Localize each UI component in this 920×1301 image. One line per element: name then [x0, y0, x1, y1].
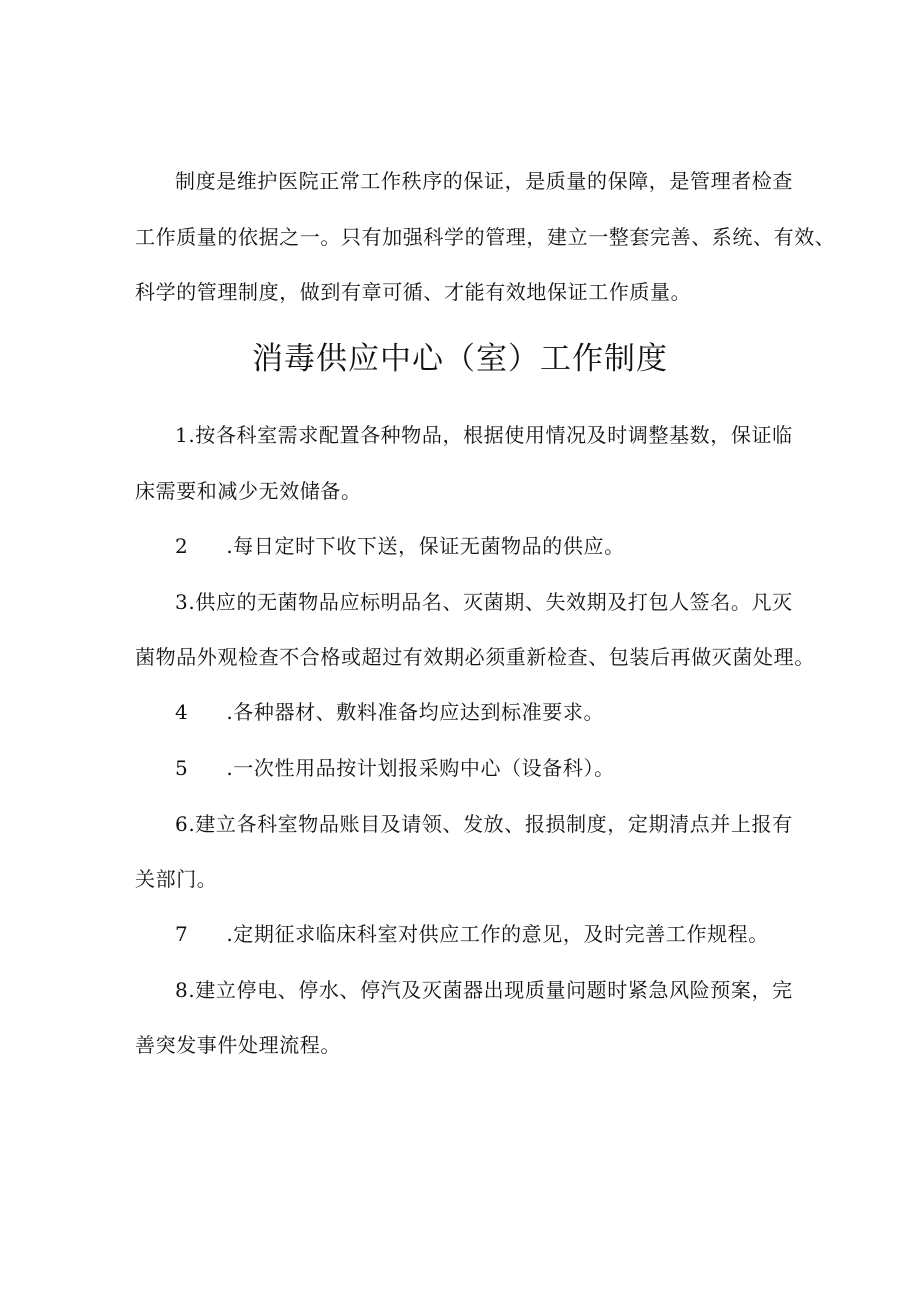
item-3-line-1	[175, 592, 793, 612]
item-1-line-2: 床需要和减少无效储备。	[135, 479, 362, 503]
intro-line-1: 制度是维护医院正常工作秩序的保证，是质量的保障，是管理者检查	[175, 169, 793, 193]
item-2-text-1: .每日定时下收下送，保证无菌物品的供应。	[226, 534, 625, 558]
item-6-line-2: 关部门。	[135, 867, 218, 891]
item-8-line-2: 善突发事件处理流程。	[135, 1033, 341, 1057]
item-3-line-2: 菌物品外观检查不合格或超过有效期必须重新检查、包装后再做灭菌处理。	[135, 645, 815, 669]
item-5-text-1: .一次性用品按计划报采购中心（设备科）。	[226, 756, 615, 780]
document-title: 消毒供应中心（室）工作制度	[252, 341, 668, 377]
item-7-number: 7	[175, 922, 189, 946]
item-4-line-1	[175, 702, 604, 722]
item-8-text-1: .建立停电、停水、停汽及灭菌器出现质量问题时紧急风险预案，完	[188, 978, 793, 1002]
intro-line-3: 科学的管理制度，做到有章可循、才能有效地保证工作质量。	[135, 280, 692, 304]
item-5-number: 5	[175, 756, 189, 780]
item-8-number: 8	[175, 978, 189, 1002]
item-7-line-1	[175, 924, 769, 944]
item-2-line-1	[175, 536, 625, 556]
item-6-text-1: .建立各科室物品账目及请领、发放、报损制度，定期清点并上报有	[188, 812, 793, 836]
item-1-number: 1	[175, 423, 189, 447]
item-2-number: 2	[175, 534, 189, 558]
item-4-text-1: .各种器材、敷料准备均应达到标准要求。	[226, 700, 605, 724]
item-4-number: 4	[175, 700, 189, 724]
item-7-text-1: .定期征求临床科室对供应工作的意见，及时完善工作规程。	[226, 922, 769, 946]
item-6-number: 6	[175, 812, 189, 836]
item-1-text-1: .按各科室需求配置各种物品，根据使用情况及时调整基数，保证临	[188, 423, 793, 447]
item-1-line-1	[175, 425, 793, 445]
item-3-number: 3	[175, 590, 189, 614]
item-8-line-1	[175, 980, 793, 1000]
item-6-line-1	[175, 814, 793, 834]
intro-line-2: 工作质量的依据之一。只有加强科学的管理，建立一整套完善、系统、有效、	[135, 225, 836, 249]
item-5-line-1	[175, 758, 615, 778]
item-3-text-1: .供应的无菌物品应标明品名、灭菌期、失效期及打包人签名。凡灭	[188, 590, 793, 614]
